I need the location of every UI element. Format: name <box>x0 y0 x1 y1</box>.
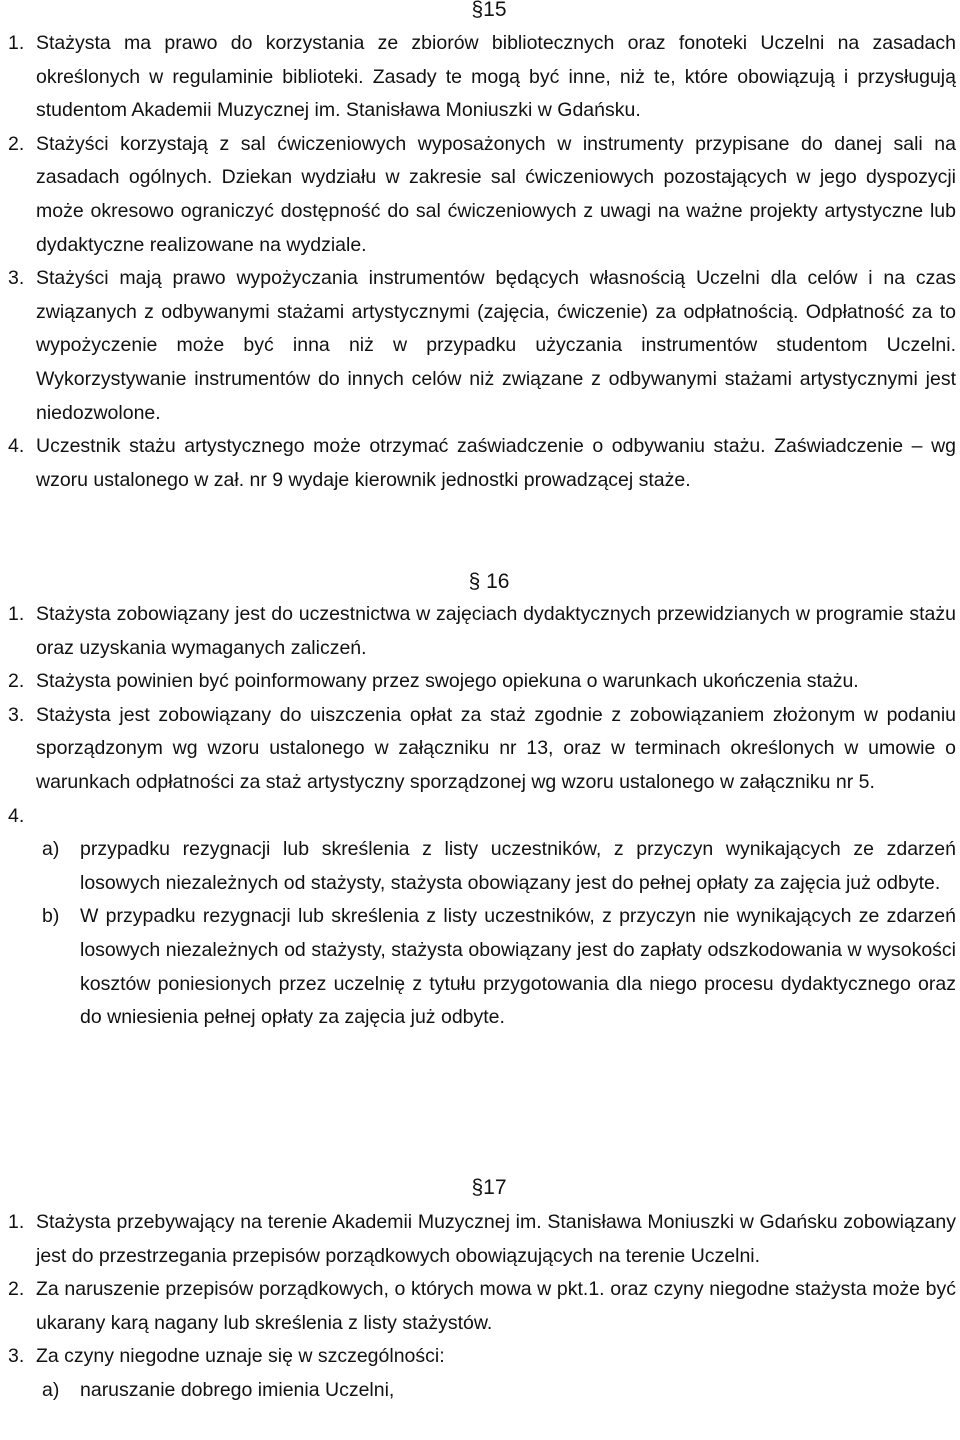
item-text: Uczestnik stażu artystycznego może otrzymać zaświadczenie o odbywaniu stażu. Zaświadczenie – wg wzoru ustalonego w zał. nr 9 wydaje kierownik jednostki prowadzącej staże. <box>36 435 956 491</box>
section-16 <box>8 570 956 1035</box>
item-text: Stażysta przebywający na terenie Akademii Muzycznej im. Stanisława Moniuszki w Gdańsku zobowiązany jest do przestrzegania przepisów porządkowych obowiązujących na terenie Uczelni. <box>36 1211 956 1267</box>
item-number: 3. <box>8 267 25 290</box>
section-heading: § 16 <box>468 570 510 593</box>
list-item <box>8 598 956 665</box>
item-number: 1. <box>8 32 25 54</box>
list-item <box>8 1273 956 1340</box>
list-item <box>8 27 956 128</box>
item-text: Stażysta jest zobowiązany do uiszczenia opłat za staż zgodnie z zobowiązaniem złożonym w podaniu sporządzonym wg wzoru ustalonego w załączniku nr 13, oraz w terminach określonych w umowie o warunkach odpłatności za staż artystyczny sporządzonej wg wzoru ustalonego w załączniku nr 5. <box>36 703 956 793</box>
item-number: 4. <box>8 435 25 458</box>
section-15 <box>8 0 956 497</box>
sub-item-label: b) <box>42 905 60 928</box>
sub-item-text: naruszanie dobrego imienia Uczelni, <box>80 1378 395 1401</box>
sub-item-text: W przypadku rezygnacji lub skreślenia z listy uczestników, z przyczyn nie wynikających ze zdarzeń losowych niezależnych od stażysty, stażysta obowiązany jest do zapłaty odszkodowania w wysokości kosztów poniesionych przez uczelnię z tytułu przygotowania dla niego procesu dydaktycznego oraz do wniesienia pełnej opłaty za zajęcia już odbyte. <box>80 905 956 1029</box>
sub-list-item <box>8 833 956 900</box>
item-number: 1. <box>8 1211 25 1233</box>
item-text: Stażysta powinien być poinformowany przez swojego opiekuna o warunkach ukończenia stażu. <box>36 670 859 693</box>
item-text: Stażysta ma prawo do korzystania ze zbiorów bibliotecznych oraz fonoteki Uczelni na zasadach określonych w regulaminie biblioteki. Zasady te mogą być inne, niż te, które obowiązują i przysługują studentom Akademii Muzycznej im. Stanisława Moniuszki w Gdańsku. <box>36 32 956 122</box>
section-17 <box>8 1176 956 1408</box>
list-item <box>8 430 956 497</box>
list-item <box>8 1206 956 1273</box>
sub-list-item <box>8 1374 956 1408</box>
item-number: 3. <box>8 703 25 726</box>
list-item <box>8 665 956 699</box>
list-item <box>8 128 956 262</box>
item-text: Za naruszenie przepisów porządkowych, o których mowa w pkt.1. oraz czyny niegodne stażysta może być ukarany karą nagany lub skreślenia z listy stażystów. <box>36 1278 956 1334</box>
item-text: Stażyści korzystają z sal ćwiczeniowych wyposażonych w instrumenty przypisane do danej sali na zasadach ogólnych. Dziekan wydziału w zakresie sal ćwiczeniowych pozostających w jego dyspozycji może okresowo ograniczyć dostępność do sal ćwiczeniowych z uwagi na ważne projekty artystyczne lub dydaktyczne realizowane na wydziale. <box>36 132 956 256</box>
item-number: 2. <box>8 670 25 693</box>
item-text <box>36 800 956 834</box>
list-item <box>8 699 956 800</box>
list-item <box>8 262 956 430</box>
item-number: 2. <box>8 132 25 155</box>
item-number: 4. <box>8 804 25 827</box>
section-heading: §17 <box>471 1176 507 1199</box>
sub-item-label: a) <box>42 838 60 861</box>
sub-item-label: a) <box>42 1378 60 1401</box>
list-item <box>8 800 956 834</box>
item-number: 1. <box>8 603 25 625</box>
item-text: Stażysta zobowiązany jest do uczestnictwa w zajęciach dydaktycznych przewidzianych w programie stażu oraz uzyskania wymaganych zaliczeń. <box>36 603 956 659</box>
item-text: Stażyści mają prawo wypożyczania instrumentów będących własnością Uczelni dla celów i na czas związanych z odbywanymi stażami artystycznymi (zajęcia, ćwiczenie) za odpłatnością. Odpłatność za to wypożyczenie może być inna niż w przypadku użyczania instrumentów studentom Uczelni. Wykorzystywanie instrumentów do innych celów niż związane z odbywanymi stażami artystycznymi jest niedozwolone. <box>36 267 956 424</box>
item-text: Za czyny niegodne uznaje się w szczególności: <box>36 1345 445 1368</box>
item-number: 3. <box>8 1345 25 1368</box>
section-heading: §15 <box>471 0 507 21</box>
sub-list-item <box>8 900 956 1034</box>
list-item <box>8 1340 956 1374</box>
item-number: 2. <box>8 1278 25 1301</box>
sub-item-text: przypadku rezygnacji lub skreślenia z listy uczestników, z przyczyn wynikających ze zdarzeń losowych niezależnych od stażysty, stażysta obowiązany jest do pełnej opłaty za zajęcia już odbyte. <box>80 838 956 894</box>
